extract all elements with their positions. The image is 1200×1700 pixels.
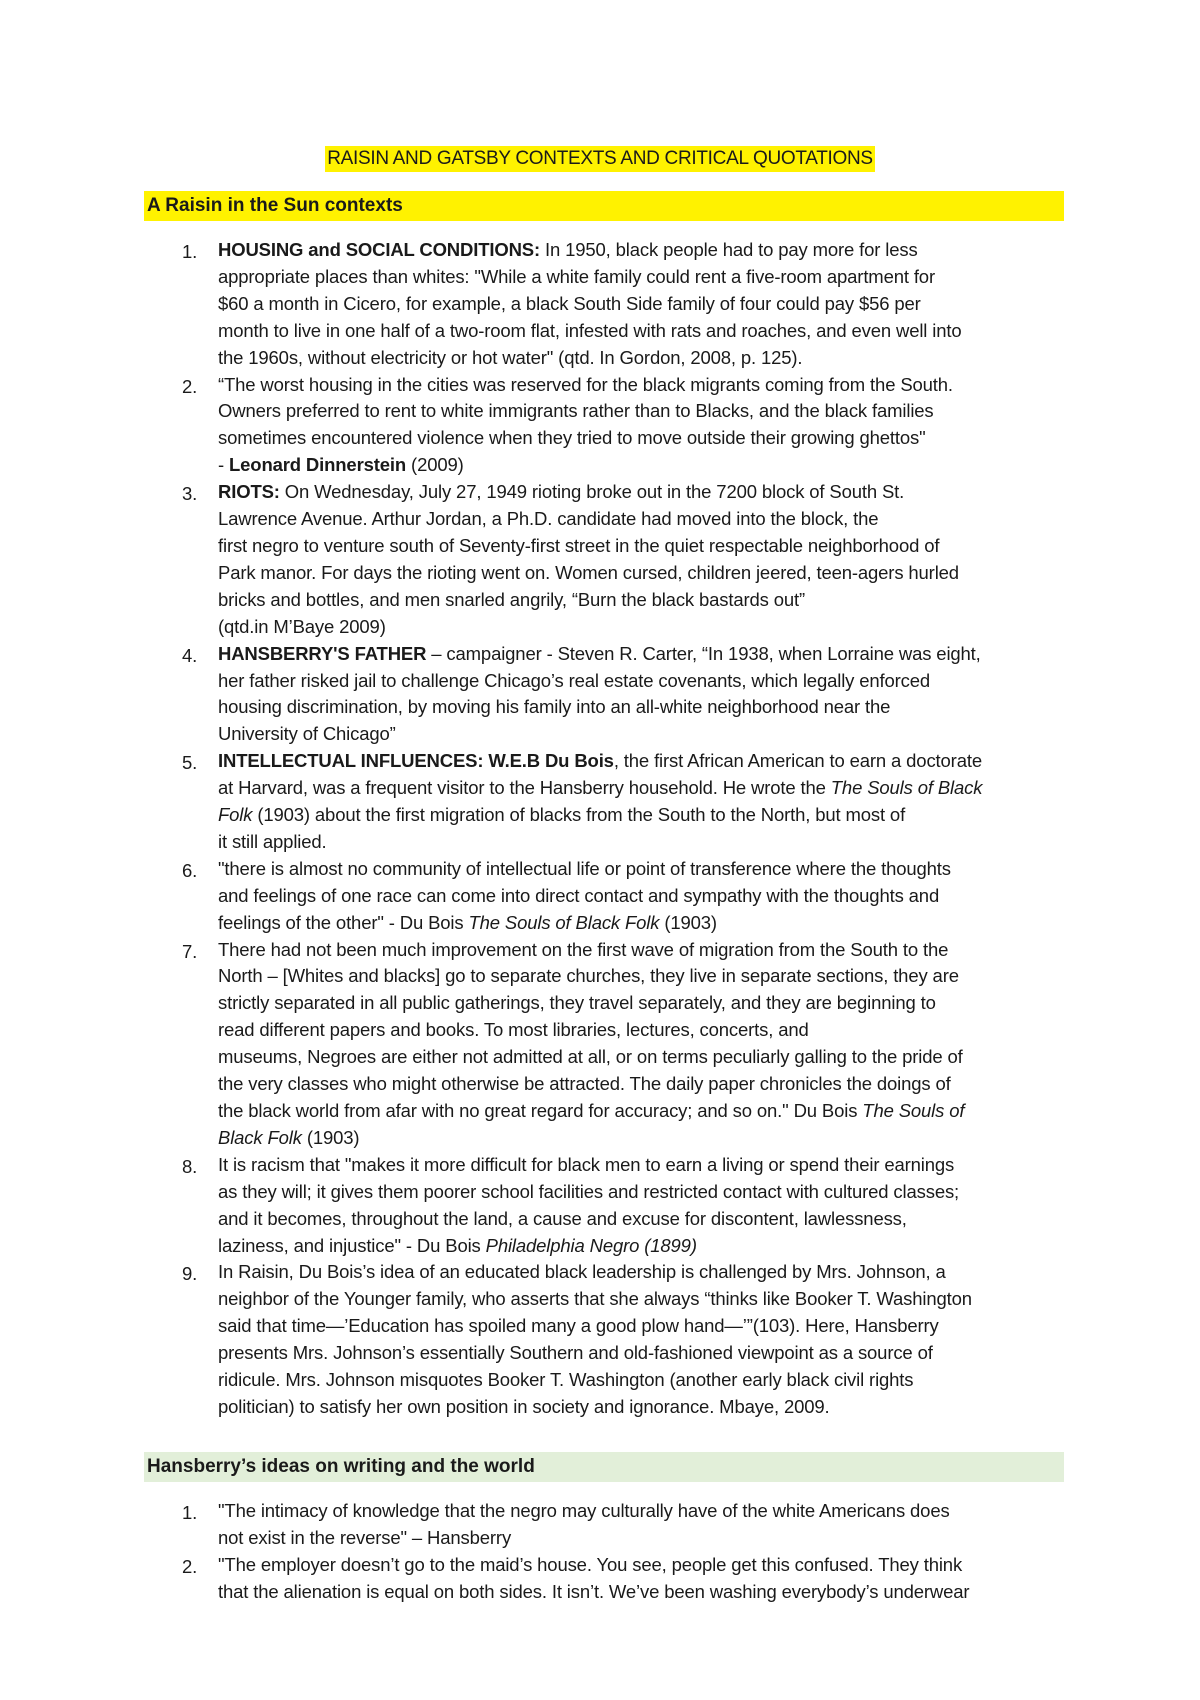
body-text: presents Mrs. Johnson’s essentially Southern and old-fashioned viewpoint as a source of (218, 1342, 933, 1364)
text-line (218, 1340, 1068, 1367)
title-wrapper (0, 146, 1200, 172)
list-item (182, 856, 1068, 937)
raisin-contexts-list (182, 237, 1068, 1421)
text-line (218, 398, 1068, 425)
list-item-number: 2. (182, 375, 198, 397)
body-text: (qtd.in M’Baye 2009) (218, 615, 386, 637)
italic-title-text: The Souls of Black (830, 777, 983, 799)
body-text: appropriate places than whites: "While a white family could rent a five-room apartment for (218, 265, 935, 287)
list-item-number: 9. (182, 1263, 198, 1285)
list-item (182, 1152, 1068, 1260)
text-line (218, 1367, 1068, 1394)
body-text: the very classes who might otherwise be attracted. The daily paper chronicles the doings of (218, 1073, 951, 1095)
body-text: said that time—’Education has spoiled many a good plow hand—’”(103). Here, Hansberry (218, 1315, 939, 1337)
body-text: – campaigner - Steven R. Carter, “In 1938, when Lorraine was eight, (426, 642, 981, 664)
body-text: “The worst housing in the cities was reserved for the black migrants coming from the South. (218, 373, 953, 395)
section-heading-hansberry-ideas: Hansberry’s ideas on writing and the world (144, 1452, 1064, 1482)
text-line (218, 668, 1068, 695)
text-line (218, 721, 1068, 748)
text-line (218, 264, 1068, 291)
body-text: first negro to venture south of Seventy-first street in the quiet respectable neighborhood of (218, 534, 940, 556)
body-text: laziness, and injustice" - Du Bois (218, 1234, 486, 1256)
body-text: read different papers and books. To most libraries, lectures, concerts, and (218, 1019, 809, 1041)
bold-lead-text: HANSBERRY'S FATHER (218, 642, 427, 664)
list-item (182, 937, 1068, 1152)
body-text: not exist in the reverse" – Hansberry (218, 1526, 512, 1548)
body-text: at Harvard, was a frequent visitor to the Hansberry household. He wrote the (218, 777, 831, 799)
text-line (218, 479, 1068, 506)
list-item-number: 8. (182, 1155, 198, 1177)
body-text: $60 a month in Cicero, for example, a black South Side family of four could pay $56 per (218, 292, 921, 314)
body-text: housing discrimination, by moving his family into an all-white neighborhood near the (218, 696, 891, 718)
text-line (218, 1525, 1068, 1552)
text-line (218, 506, 1068, 533)
text-line (218, 1233, 1068, 1260)
body-text: Park manor. For days the rioting went on. Women cursed, children jeered, teen-agers hurled (218, 561, 959, 583)
list-item-number: 1. (182, 241, 198, 262)
body-text: On Wednesday, July 27, 1949 rioting broke out in the 7200 block of South St. (279, 481, 905, 503)
text-line (218, 963, 1068, 990)
body-text: politician) to satisfy her own position in society and ignorance. Mbaye, 2009. (218, 1395, 830, 1417)
text-line (218, 883, 1068, 910)
text-line (218, 990, 1068, 1017)
text-line (218, 614, 1068, 641)
body-text: strictly separated in all public gatherings, they travel separately, and they are beginning to (218, 992, 936, 1014)
text-line (218, 1179, 1068, 1206)
italic-title-text: The Souls of Black Folk (468, 911, 660, 933)
list-item-number: 5. (182, 752, 198, 774)
body-text: the black world from afar with no great regard for accuracy; and so on." Du Bois (218, 1100, 863, 1121)
text-line (218, 1152, 1068, 1179)
list-item-number: 2. (182, 1555, 198, 1577)
body-text: sometimes encountered violence when they tried to move outside their growing ghettos" (218, 427, 926, 449)
text-line (218, 694, 1068, 721)
italic-title-text: The Souls of (862, 1100, 965, 1121)
list-item (182, 1259, 1068, 1420)
body-text: as they will; it gives them poorer school facilities and restricted contact with cultured classes; (218, 1180, 960, 1202)
list-item-number: 6. (182, 859, 198, 881)
body-text: (1903) (659, 911, 717, 933)
text-line (218, 856, 1068, 883)
body-text: , the first African American to earn a doctorate (613, 750, 982, 772)
bold-lead-text: INTELLECTUAL INFLUENCES: W.E.B Du Bois (218, 750, 614, 772)
list-item (182, 641, 1068, 749)
list-item (182, 748, 1068, 856)
body-text: North – [Whites and blacks] go to separate churches, they live in separate sections, they are (218, 965, 959, 987)
bold-lead-text: HOUSING and SOCIAL CONDITIONS: (218, 239, 541, 260)
list-item-number: 7. (182, 940, 198, 962)
hansberry-ideas-list (182, 1498, 1068, 1606)
body-text: In 1950, black people had to pay more for less (540, 239, 918, 260)
body-text: Owners preferred to rent to white immigrants rather than to Blacks, and the black families (218, 400, 934, 422)
body-text: the 1960s, without electricity or hot water" (qtd. In Gordon, 2008, p. 125). (218, 346, 803, 368)
text-line (218, 1286, 1068, 1313)
body-text: (1903) about the first migration of blacks from the South to the North, but most of (252, 804, 906, 826)
text-line (218, 1552, 1068, 1579)
body-text: museums, Negroes are either not admitted at all, or on terms peculiarly galling to the pride of (218, 1046, 963, 1068)
bold-text: Leonard Dinnerstein (229, 454, 407, 476)
text-line (218, 1259, 1068, 1286)
body-text: It is racism that "makes it more difficult for black men to earn a living or spend their earnings (218, 1153, 955, 1175)
body-text: ridicule. Mrs. Johnson misquotes Booker T. Washington (another early black civil rights (218, 1369, 914, 1391)
body-text: neighbor of the Younger family, who asserts that she always “thinks like Booker T. Washington (218, 1288, 972, 1310)
text-line (218, 560, 1068, 587)
body-text: Lawrence Avenue. Arthur Jordan, a Ph.D. candidate had moved into the block, the (218, 508, 879, 530)
list-item (182, 372, 1068, 480)
list-item-number: 1. (182, 1502, 198, 1523)
body-text: University of Chicago” (218, 723, 396, 745)
body-text: month to live in one half of a two-room flat, infested with rats and roaches, and even well into (218, 319, 962, 341)
text-line (218, 1017, 1068, 1044)
text-line (218, 372, 1068, 399)
italic-title-text: Black Folk (218, 1126, 302, 1148)
body-text: There had not been much improvement on the first wave of migration from the South to the (218, 938, 949, 960)
text-line (218, 1071, 1068, 1098)
body-text: "The employer doesn’t go to the maid’s house. You see, people get this confused. They think (218, 1553, 963, 1575)
body-text: that the alienation is equal on both sides. It isn’t. We’ve been washing everybody’s underwear (218, 1580, 970, 1602)
body-text: - (218, 454, 230, 476)
text-line (218, 802, 1068, 829)
body-text: (1903) (301, 1126, 360, 1148)
bold-lead-text: RIOTS: (218, 481, 280, 503)
text-line (218, 1044, 1068, 1071)
text-line (218, 1579, 1068, 1606)
text-line (218, 1206, 1068, 1233)
text-line (218, 1098, 1068, 1125)
list-item-number: 3. (182, 483, 198, 505)
italic-title-text: Folk (218, 804, 253, 826)
text-line (218, 237, 1068, 264)
document-title: RAISIN AND GATSBY CONTEXTS AND CRITICAL QUOTATIONS (325, 146, 875, 172)
section-heading-raisin-contexts: A Raisin in the Sun contexts (144, 191, 1064, 221)
body-text: and feelings of one race can come into direct contact and sympathy with the thoughts and (218, 884, 940, 906)
body-text: In Raisin, Du Bois’s idea of an educated black leadership is challenged by Mrs. Johnson, a (218, 1261, 946, 1283)
body-text: feelings of the other" - Du Bois (218, 911, 469, 933)
body-text: her father risked jail to challenge Chicago’s real estate covenants, which legally enforced (218, 669, 931, 691)
text-line (218, 291, 1068, 318)
text-line (218, 587, 1068, 614)
text-line (218, 748, 1068, 775)
list-item (182, 479, 1068, 640)
body-text: "The intimacy of knowledge that the negro may culturally have of the white Americans does (218, 1500, 950, 1521)
text-line (218, 829, 1068, 856)
text-line (218, 318, 1068, 345)
list-item-number: 4. (182, 644, 198, 666)
text-line (218, 1498, 1068, 1525)
text-line (218, 1394, 1068, 1421)
text-line (218, 910, 1068, 937)
body-text: it still applied. (218, 830, 327, 852)
body-text: bricks and bottles, and men snarled angrily, “Burn the black bastards out” (218, 588, 806, 610)
list-item (182, 237, 1068, 372)
text-line (218, 452, 1068, 479)
body-text: (2009) (406, 454, 464, 476)
text-line (218, 533, 1068, 560)
list-item (182, 1552, 1068, 1606)
body-text: and it becomes, throughout the land, a cause and excuse for discontent, lawlessness, (218, 1207, 907, 1229)
text-line (218, 641, 1068, 668)
italic-title-text: Philadelphia Negro (1899) (485, 1234, 697, 1256)
text-line (218, 425, 1068, 452)
text-line (218, 775, 1068, 802)
list-item (182, 1498, 1068, 1552)
text-line (218, 345, 1068, 372)
text-line (218, 1125, 1068, 1152)
text-line (218, 1313, 1068, 1340)
text-line (218, 937, 1068, 964)
body-text: "there is almost no community of intellectual life or point of transference where the thoughts (218, 857, 951, 879)
